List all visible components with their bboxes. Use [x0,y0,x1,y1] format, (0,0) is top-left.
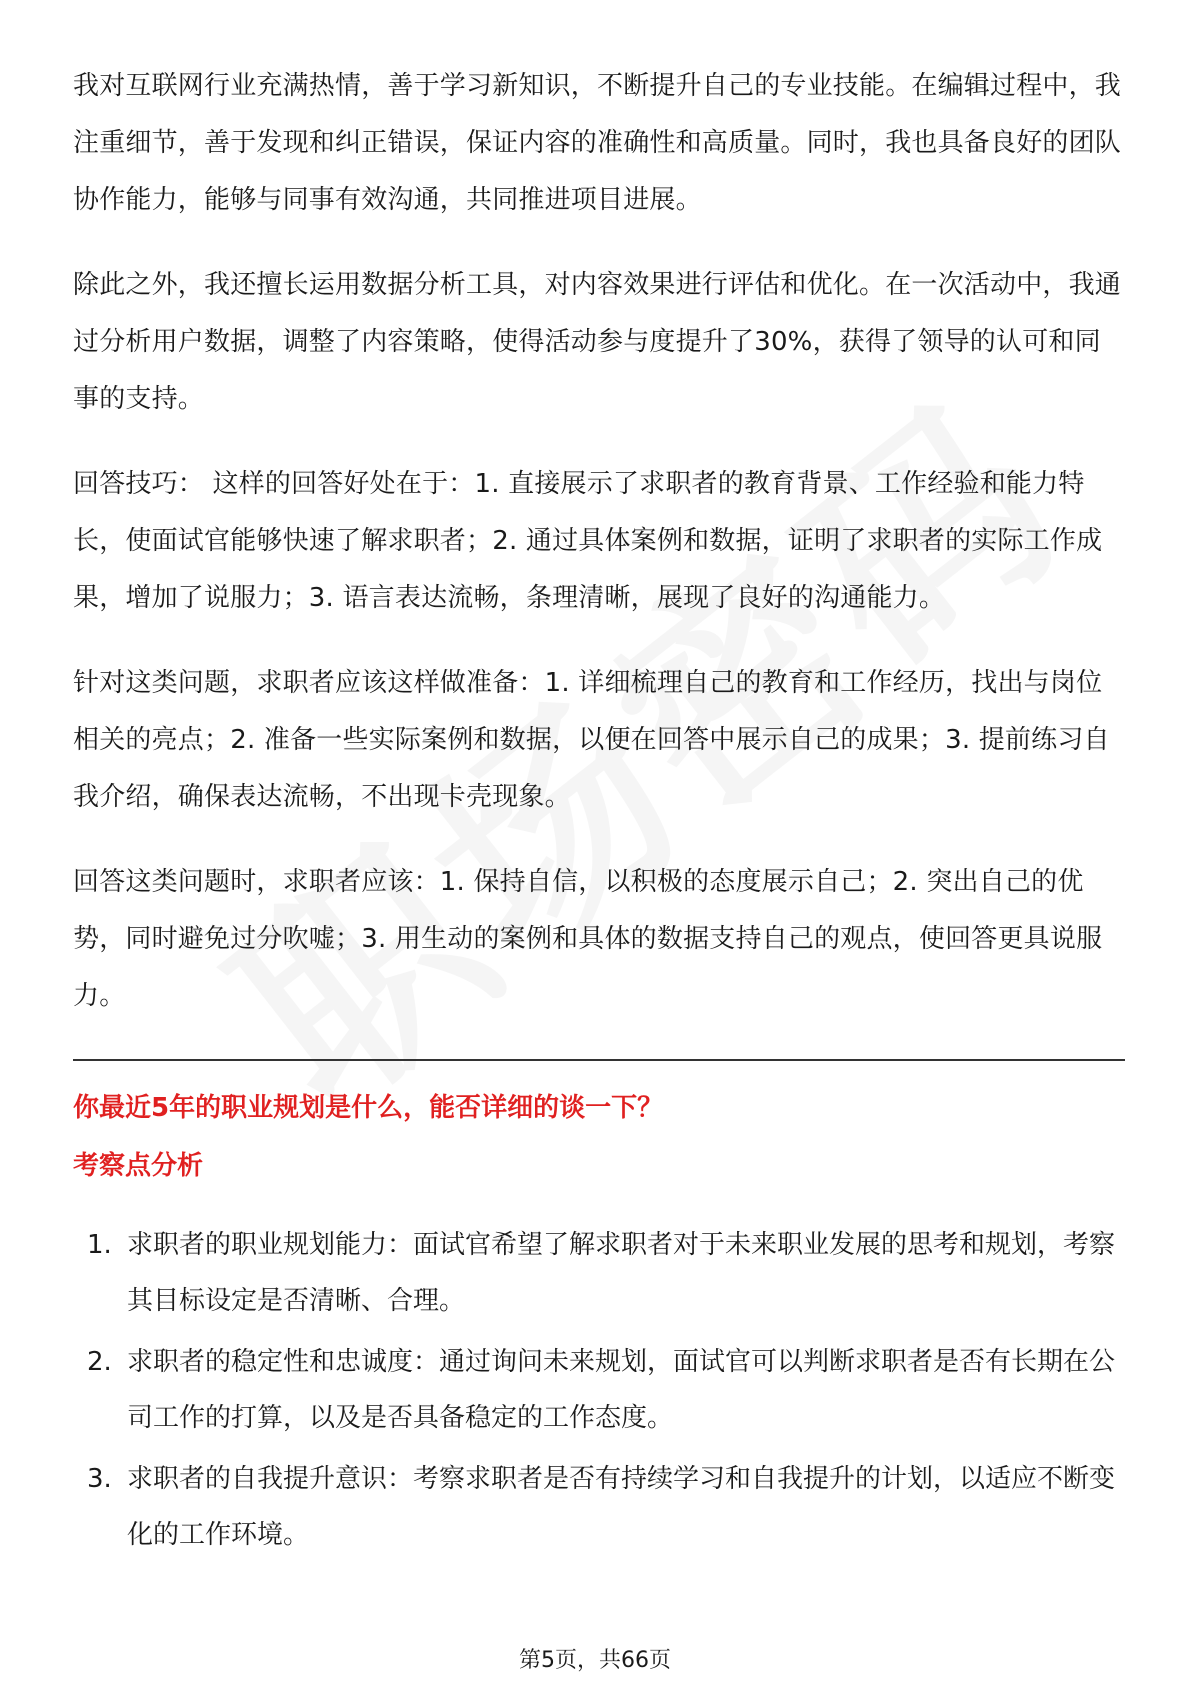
list-item-text: 求职者的稳定性和忠诚度：通过询问未来规划，面试官可以判断求职者是否有长期在公司工作的打算，以及是否具备稳定的工作态度。 [127,1347,1116,1433]
section-divider [73,1059,1125,1061]
question-title: 你最近5年的职业规划是什么，能否详细的谈一下？ [73,1093,664,1123]
list-item-text: 求职者的职业规划能力：面试官希望了解求职者对于未来职业发展的思考和规划，考察其目标设定是否清晰、合理。 [127,1230,1116,1316]
list-item [73,1451,1125,1563]
list-item-number: 3. [87,1464,112,1494]
list-item [73,1217,1125,1329]
list-item [73,1334,1125,1446]
list-item-number: 1. [87,1230,112,1260]
list-item-text: 求职者的自我提升意识：考察求职者是否有持续学习和自我提升的计划，以适应不断变化的工作环境。 [127,1464,1116,1550]
analysis-list [73,1217,1125,1563]
paragraph-answer-advice: 回答这类问题时，求职者应该：1. 保持自信，以积极的态度展示自己；2. 突出自己的优势，同时避免过分吹嘘；3. 用生动的案例和具体的数据支持自己的观点，使回答更具说服力。 [73,867,1103,1011]
paragraph-preparation: 针对这类问题，求职者应该这样做准备：1. 详细梳理自己的教育和工作经历，找出与岗位相关的亮点；2. 准备一些实际案例和数据，以便在回答中展示自己的成果；3. 提前练习自我介绍，确保表达流畅，不出现卡壳现象。 [73,668,1110,812]
analysis-heading: 考察点分析 [73,1151,204,1181]
paragraph-answer-tips: 回答技巧： 这样的回答好处在于：1. 直接展示了求职者的教育背景、工作经验和能力特长，使面试官能够快速了解求职者；2. 通过具体案例和数据，证明了求职者的实际工作成果，增加了说服力；3. 语言表达流畅，条理清晰，展现了良好的沟通能力。 [73,469,1103,613]
paragraph-self-intro: 我对互联网行业充满热情，善于学习新知识，不断提升自己的专业技能。在编辑过程中，我注重细节，善于发现和纠正错误，保证内容的准确性和高质量。同时，我也具备良好的团队协作能力，能够与同事有效沟通，共同推进项目进展。 [73,71,1122,215]
paragraph-data-analysis: 除此之外，我还擅长运用数据分析工具，对内容效果进行评估和优化。在一次活动中，我通过分析用户数据，调整了内容策略，使得活动参与度提升了30%，获得了领导的认可和同事的支持。 [73,270,1122,414]
list-item-number: 2. [87,1347,112,1377]
page-number: 第5页，共66页 [519,1648,671,1673]
document-page [73,58,1125,1563]
